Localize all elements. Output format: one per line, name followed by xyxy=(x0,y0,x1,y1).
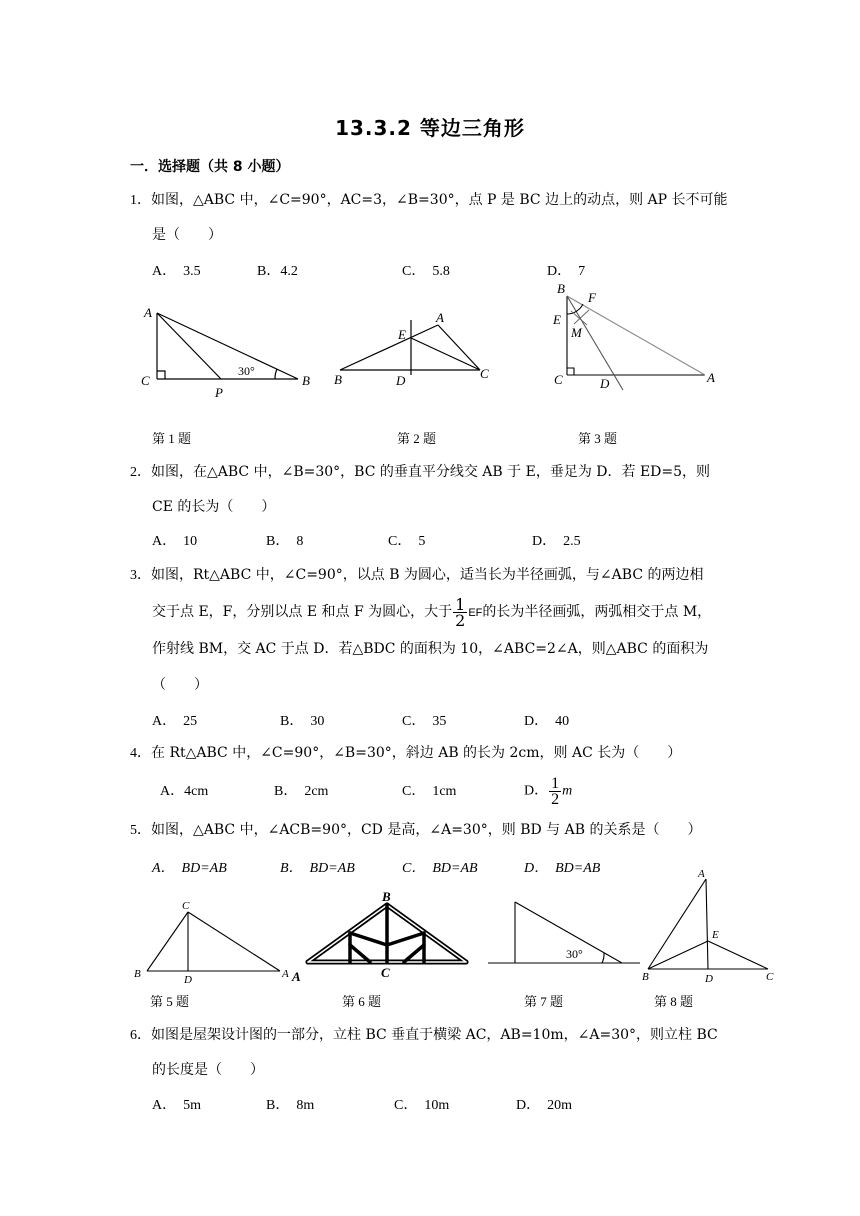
fraction-numerator: 1 xyxy=(551,775,560,792)
text-segment: 的长为半径画弧，两弧相交于点 M， xyxy=(482,604,712,620)
page-title: 13.3.2 等边三角形 xyxy=(335,116,525,140)
fig8-label-a: A xyxy=(698,868,705,880)
option-d: D． BD=AB xyxy=(524,861,601,876)
option-d: D． 7 xyxy=(547,264,586,279)
figure-8 xyxy=(640,865,780,985)
fig1-label-c: C xyxy=(141,373,150,388)
question-text-line2: 是（ ） xyxy=(152,227,222,243)
option-d: D． 40 xyxy=(524,714,570,729)
fig1-angle-label: 30° xyxy=(238,364,255,378)
option-d xyxy=(524,776,572,807)
figure-2 xyxy=(330,305,500,395)
figure-5 xyxy=(130,895,295,985)
option-c: C． 5.8 xyxy=(402,264,450,279)
figure-7 xyxy=(488,895,643,975)
option-b: B． 2cm xyxy=(274,784,329,799)
fig3-label-m: M xyxy=(571,325,582,340)
question-6 xyxy=(130,1018,750,1087)
text-segment: 交于点 E，F，分别以点 E 和点 F 为圆心，大于 xyxy=(152,604,453,620)
figure-6-caption: 第 6 题 xyxy=(342,994,382,1009)
option-b: B．4.2 xyxy=(257,264,298,279)
fig3-label-c: C xyxy=(554,372,563,387)
fig5-label-c: C xyxy=(182,900,190,912)
figure-7-caption: 第 7 题 xyxy=(524,994,564,1009)
option-b: B． 8 xyxy=(266,534,304,549)
fig5-label-d: D xyxy=(184,974,192,985)
question-number: 6． xyxy=(130,1028,151,1043)
fig2-label-e: E xyxy=(398,327,406,342)
fig1-label-p: P xyxy=(215,385,223,400)
question-number: 5． xyxy=(130,823,151,838)
question-text: 如图是屋架设计图的一部分，立柱 BC 垂直于横梁 AC，AB=10m，∠A=30°，则立柱 BC xyxy=(151,1027,718,1043)
option-c: C． 35 xyxy=(402,714,447,729)
option-c: C． BD=AB xyxy=(402,861,478,876)
figure-6 xyxy=(290,885,480,985)
fig6-label-a: A xyxy=(292,969,301,984)
option-d-label: D． xyxy=(524,783,549,799)
fig5-label-b: B xyxy=(134,968,141,980)
fraction-half xyxy=(549,776,561,807)
option-a: A． 25 xyxy=(152,714,198,729)
question-text-line2: 的长度是（ ） xyxy=(152,1062,264,1078)
option-a: A． 10 xyxy=(152,534,198,549)
option-c: C． 10m xyxy=(394,1098,450,1113)
fig1-label-a: A xyxy=(144,305,152,320)
figure-5-caption: 第 5 题 xyxy=(150,994,190,1009)
figure-2-caption: 第 2 题 xyxy=(397,431,437,446)
fraction-denominator: 2 xyxy=(455,610,466,630)
fig8-label-d: D xyxy=(705,973,713,985)
question-number: 4． xyxy=(130,746,151,761)
unit: m xyxy=(562,783,573,799)
fig3-label-e: E xyxy=(553,312,561,327)
fig1-label-b: B xyxy=(302,373,310,388)
question-text: 在 Rt△ABC 中，∠C=90°，∠B=30°，斜边 AB 的长为 2cm，则 AC 长为（ ） xyxy=(151,745,682,761)
option-a: A． BD=AB xyxy=(152,861,227,876)
fraction-numerator: 1 xyxy=(455,594,466,614)
option-a: A． 3.5 xyxy=(152,264,201,279)
fig8-label-b: B xyxy=(642,971,649,983)
fig3-label-f: F xyxy=(588,290,596,305)
fig8-label-e: E xyxy=(712,929,719,941)
figure-1-caption: 第 1 题 xyxy=(152,431,192,446)
fig2-label-c: C xyxy=(480,366,489,381)
figure-3 xyxy=(545,278,735,393)
question-text-line2 xyxy=(130,594,750,631)
question-text: 如图，在△ABC 中，∠B=30°，BC 的垂直平分线交 AB 于 E，垂足为 D．若 ED=5，则 xyxy=(151,464,711,480)
question-1 xyxy=(130,183,750,252)
fig8-label-c: C xyxy=(766,971,774,983)
question-text: 如图，△ABC 中，∠C=90°，AC=3，∠B=30°，点 P 是 BC 边上的动点，则 AP 长不可能 xyxy=(151,192,728,208)
question-text-line4: （ ） xyxy=(152,677,208,693)
question-number: 1． xyxy=(130,193,151,208)
question-text: 如图，Rt△ABC 中，∠C=90°，以点 B 为圆心，适当长为半径画弧，与∠ABC 的两边相 xyxy=(151,567,704,583)
figure-3-caption: 第 3 题 xyxy=(578,431,618,446)
segment-ef: EF xyxy=(468,607,483,619)
fig6-label-c: C xyxy=(381,965,390,980)
fig6-label-b: B xyxy=(382,889,391,904)
option-d: D． 2.5 xyxy=(532,534,581,549)
option-a: A．4cm xyxy=(160,784,209,799)
figure-8-caption: 第 8 题 xyxy=(654,994,694,1009)
fig7-angle-label: 30° xyxy=(566,947,583,961)
fig3-label-a: A xyxy=(707,370,715,385)
option-c: C． 1cm xyxy=(402,784,457,799)
fig2-label-b: B xyxy=(334,372,342,387)
fig2-label-d: D xyxy=(396,373,406,388)
question-text-line3: 作射线 BM，交 AC 于点 D．若△BDC 的面积为 10，∠ABC=2∠A，则△ABC 的面积为 xyxy=(152,641,709,657)
figure-1 xyxy=(135,295,325,405)
fig2-label-a: A xyxy=(436,310,444,325)
option-b: B． 8m xyxy=(266,1098,315,1113)
question-2 xyxy=(130,455,750,524)
question-4 xyxy=(130,736,750,771)
question-5 xyxy=(130,813,750,848)
option-a: A． 5m xyxy=(152,1098,201,1113)
fig3-label-d: D xyxy=(600,376,610,391)
option-b: B． BD=AB xyxy=(280,861,355,876)
fraction-denominator: 2 xyxy=(551,791,560,808)
option-c: C． 5 xyxy=(388,534,426,549)
section-heading: 一．选择题（共 8 小题） xyxy=(130,159,290,175)
question-number: 3． xyxy=(130,568,151,583)
question-number: 2． xyxy=(130,465,151,480)
question-text-line2: CE 的长为（ ） xyxy=(152,499,276,515)
question-3 xyxy=(130,557,750,703)
fig3-label-b: B xyxy=(557,281,565,296)
fraction-half xyxy=(453,594,467,630)
option-d: D． 20m xyxy=(516,1098,572,1113)
question-text: 如图，△ABC 中，∠ACB=90°，CD 是高，∠A=30°，则 BD 与 AB 的关系是（ ） xyxy=(151,822,702,838)
fig5-label-a: A xyxy=(282,968,289,980)
option-b: B． 30 xyxy=(280,714,325,729)
